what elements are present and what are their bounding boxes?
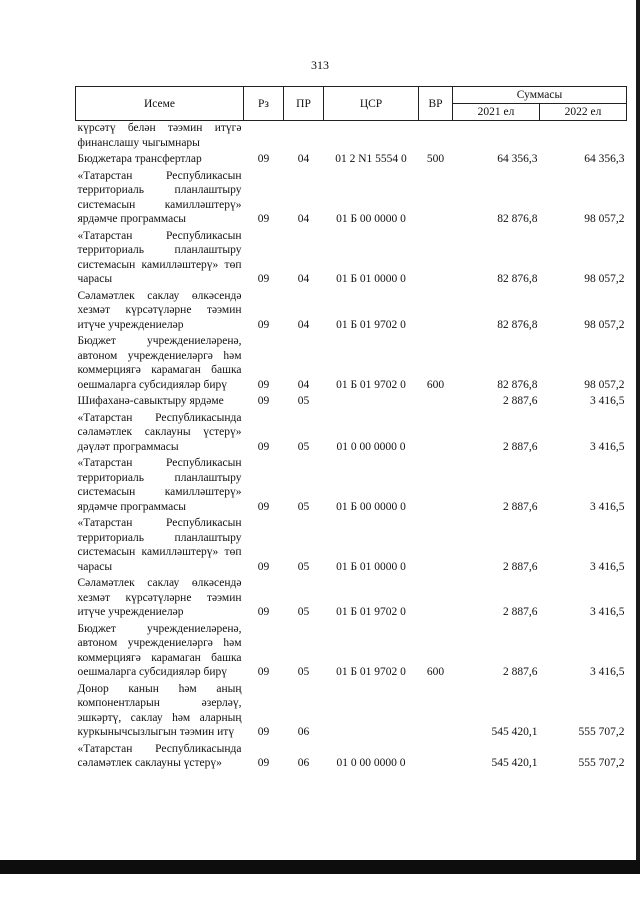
row-name: Донор канын һәм аның компонентларын әзерләү, эшкәртү, саклау һәм аларның куркынычсызлыгын тәэмин итү — [77, 682, 242, 738]
row-csr: 01 Б 01 9702 0 — [336, 378, 406, 391]
row-name: Шифаханә-савыктыру ярдәме — [77, 395, 224, 407]
row-rz: 09 — [257, 757, 270, 769]
row-rz: 09 — [257, 726, 270, 738]
row-amount-2021: 2 887,6 — [503, 500, 538, 513]
row-pr: 05 — [297, 666, 310, 678]
row-name: Бюджетара трансфертлар — [77, 153, 202, 165]
table-row — [76, 229, 627, 289]
row-vr: 600 — [426, 666, 445, 678]
row-pr: 05 — [297, 560, 310, 573]
row-csr: 01 2 N1 5554 0 — [335, 153, 407, 165]
row-vr — [419, 121, 453, 153]
table-row — [76, 516, 627, 576]
header-vr: ВР — [419, 87, 453, 121]
row-name: Сәламәтлек саклау өлкәсендә хезмәт күрсәтүләрне тәэмин итүче учреждениеләр — [77, 289, 242, 331]
row-csr — [324, 121, 419, 153]
table-row — [76, 169, 627, 229]
row-pr: 05 — [297, 440, 310, 453]
row-name: Бюджет учреждениеләренә, автоном учреждениеләргә һәм коммерциягә карамаган башка оешмаларга субсидияләр бирү — [77, 335, 242, 391]
row-amount-2022: 3 416,5 — [590, 395, 625, 407]
row-rz: 09 — [257, 318, 270, 331]
row-csr: 01 0 00 0000 0 — [336, 440, 406, 453]
budget-table — [75, 86, 627, 773]
row-csr: 01 Б 01 9702 0 — [336, 318, 406, 331]
table-row — [76, 334, 627, 394]
row-amount-2022: 555 707,2 — [578, 757, 625, 769]
table-row — [76, 682, 627, 742]
row-amount-2022: 98 057,2 — [584, 378, 625, 391]
row-name: «Татарстан Республикасында сәламәтлек саклауны үстерү» дәүләт программасы — [77, 411, 242, 453]
row-amount-2021 — [453, 121, 540, 153]
row-csr: 01 Б 01 9702 0 — [336, 606, 406, 618]
page-number: 313 — [311, 58, 329, 72]
row-vr — [419, 289, 453, 335]
row-csr: 01 Б 01 0000 0 — [336, 273, 406, 285]
row-amount-2022: 3 416,5 — [590, 560, 625, 573]
table-row — [76, 576, 627, 622]
row-rz: 09 — [257, 666, 270, 678]
header-year-2022: 2022 ел — [540, 104, 627, 121]
row-rz: 09 — [257, 440, 270, 453]
row-amount-2022: 3 416,5 — [590, 500, 625, 513]
row-csr — [324, 394, 419, 411]
row-pr: 04 — [297, 273, 310, 285]
row-pr: 04 — [297, 153, 310, 165]
row-pr: 04 — [297, 378, 310, 391]
row-amount-2021: 82 876,8 — [497, 213, 538, 225]
row-name: «Татарстан Республикасында сәламәтлек саклауны үстерү» — [77, 742, 242, 769]
row-name: күрсәтү белән тәэмин итүгә финанслашу чыгымнары — [77, 122, 242, 149]
row-amount-2021: 82 876,8 — [497, 378, 538, 391]
row-amount-2022: 98 057,2 — [584, 273, 625, 285]
row-amount-2021: 2 887,6 — [503, 395, 538, 407]
row-rz: 09 — [257, 213, 270, 225]
row-vr: 500 — [426, 153, 445, 165]
row-vr — [419, 576, 453, 622]
row-csr — [324, 682, 419, 742]
scan-edge-shadow — [636, 0, 640, 874]
row-amount-2021: 545 420,1 — [491, 726, 538, 738]
row-vr — [419, 411, 453, 457]
row-pr: 04 — [297, 213, 310, 225]
row-rz: 09 — [257, 606, 270, 618]
row-pr: 05 — [297, 395, 310, 407]
row-vr — [419, 682, 453, 742]
row-amount-2021: 82 876,8 — [497, 273, 538, 285]
header-year-2021: 2021 ел — [453, 104, 540, 121]
row-amount-2021: 64 356,3 — [497, 153, 538, 165]
row-amount-2022: 3 416,5 — [590, 440, 625, 453]
row-amount-2021: 2 887,6 — [503, 606, 538, 618]
row-pr — [284, 121, 324, 153]
row-name: «Татарстан Республикасын территориаль планлаштыру системасын камилләштерү» төп чарасы — [77, 517, 242, 573]
row-amount-2021: 82 876,8 — [497, 318, 538, 331]
row-pr: 04 — [297, 318, 310, 331]
row-amount-2022 — [540, 121, 627, 153]
row-pr: 06 — [297, 757, 310, 769]
row-pr: 05 — [297, 606, 310, 618]
row-csr: 01 0 00 0000 0 — [336, 757, 406, 769]
row-amount-2022: 64 356,3 — [584, 153, 625, 165]
table-row — [76, 456, 627, 516]
row-amount-2022: 3 416,5 — [590, 606, 625, 618]
row-rz: 09 — [257, 560, 270, 573]
row-name: «Татарстан Республикасын территориаль планлаштыру системасын камилләштерү» төп чарасы — [77, 229, 242, 285]
row-pr: 06 — [297, 726, 310, 738]
header-sums: Суммасы — [453, 87, 627, 104]
table-row — [76, 622, 627, 682]
row-vr — [419, 394, 453, 411]
row-name: Бюджет учреждениеләренә, автоном учреждениеләргә һәм коммерциягә карамаган башка оешмаларга субсидияләр бирү — [77, 622, 242, 678]
header-rz: Рз — [244, 87, 284, 121]
row-rz: 09 — [257, 378, 270, 391]
row-rz: 09 — [257, 153, 270, 165]
header-name: Исеме — [76, 87, 244, 121]
table-row — [76, 289, 627, 335]
table-row — [76, 742, 627, 773]
row-name: Сәламәтлек саклау өлкәсендә хезмәт күрсәтүләрне тәэмин итүче учреждениеләр — [77, 577, 242, 618]
row-amount-2021: 2 887,6 — [503, 440, 538, 453]
header-pr: ПР — [284, 87, 324, 121]
row-vr: 600 — [426, 378, 445, 391]
row-rz — [244, 121, 284, 153]
row-pr: 05 — [297, 500, 310, 513]
table-row — [76, 121, 627, 153]
row-rz: 09 — [257, 500, 270, 513]
row-amount-2022: 98 057,2 — [584, 318, 625, 331]
row-rz: 09 — [257, 273, 270, 285]
row-vr — [419, 742, 453, 773]
row-amount-2022: 555 707,2 — [578, 726, 625, 738]
row-vr — [419, 229, 453, 289]
row-name: «Татарстан Республикасын территориаль планлаштыру системасын камилләштерү» ярдәмче программасы — [77, 169, 242, 225]
row-csr: 01 Б 01 0000 0 — [336, 560, 406, 573]
table-row — [76, 152, 627, 169]
row-amount-2021: 2 887,6 — [503, 560, 538, 573]
row-amount-2022: 3 416,5 — [590, 666, 625, 678]
table-row — [76, 411, 627, 457]
scan-bottom-bar — [0, 860, 640, 874]
row-amount-2021: 545 420,1 — [491, 757, 538, 769]
row-amount-2022: 98 057,2 — [584, 213, 625, 225]
row-amount-2021: 2 887,6 — [503, 666, 538, 678]
row-csr: 01 Б 00 0000 0 — [336, 500, 406, 513]
row-rz: 09 — [257, 395, 270, 407]
row-csr: 01 Б 01 9702 0 — [336, 666, 406, 678]
row-name: «Татарстан Республикасын территориаль планлаштыру системасын камилләштерү» ярдәмче программасы — [77, 457, 242, 513]
row-vr — [419, 169, 453, 229]
row-csr: 01 Б 00 0000 0 — [336, 213, 406, 225]
header-csr: ЦСР — [324, 87, 419, 121]
row-vr — [419, 516, 453, 576]
row-vr — [419, 456, 453, 516]
table-row — [76, 394, 627, 411]
